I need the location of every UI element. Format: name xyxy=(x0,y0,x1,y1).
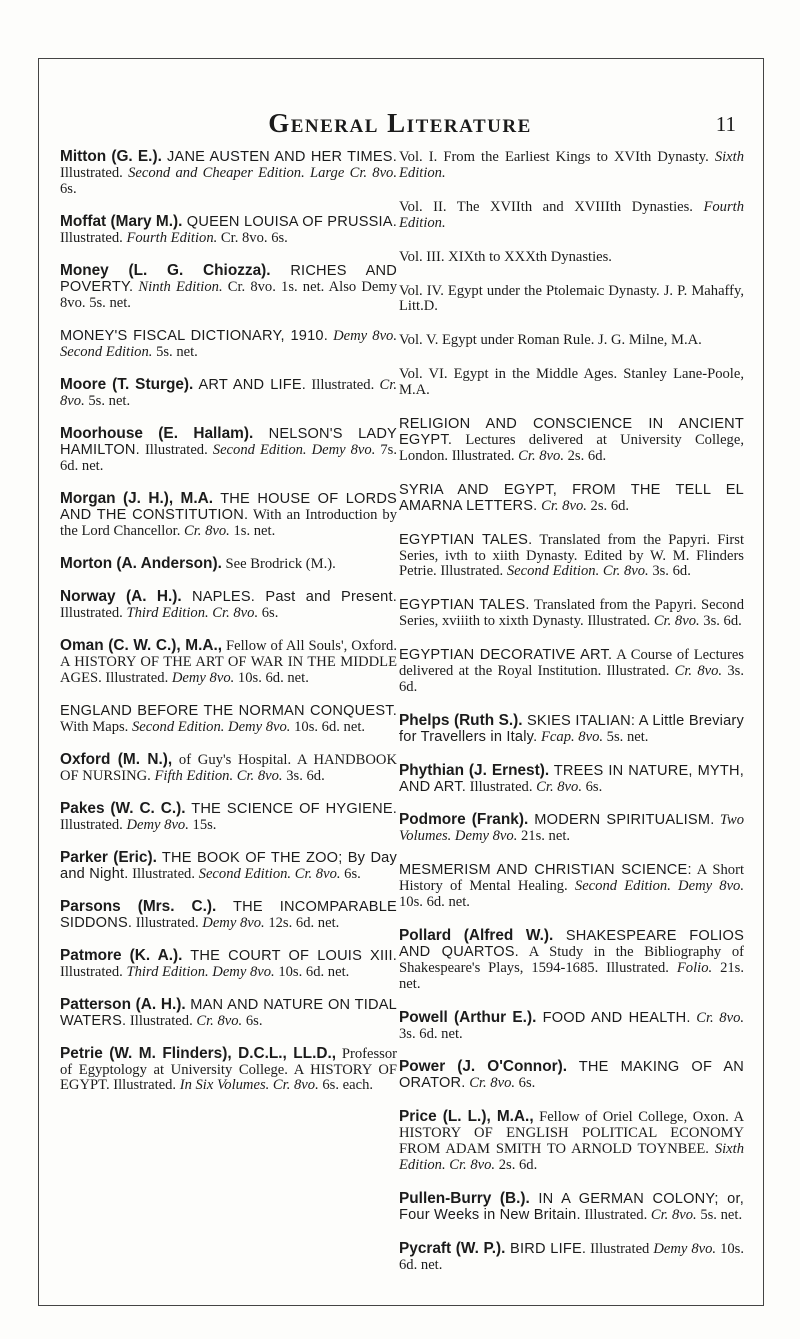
page-number: 11 xyxy=(715,112,736,136)
entry-price: 1s. net. xyxy=(229,522,276,539)
entry-edition: Third Edition. Cr. 8vo. xyxy=(126,604,259,621)
entry-title: MAN AND NATURE ON TIDAL WATERS. xyxy=(60,996,397,1029)
entry-edition: Second Edition. Cr. 8vo. xyxy=(198,865,341,882)
entry-author: Morgan (J. H.), M.A. xyxy=(60,489,214,507)
entry-edition: Second and Cheaper Edition. Large Cr. 8vo. xyxy=(128,164,397,181)
entry-price: 3s. 6d. net. xyxy=(399,1025,463,1042)
entry-author: Parker (Eric). xyxy=(60,848,157,866)
entry-title: NELSON'S LADY HAMILTON. xyxy=(60,425,397,458)
catalogue-entry xyxy=(60,850,397,883)
entry-text: Professor of Egyptology at University College. A HISTORY OF EGYPT. Illustrated. xyxy=(60,1045,397,1094)
entry-price: 6s. each. xyxy=(318,1077,374,1094)
entry-edition: Sixth Edition. Cr. 8vo. xyxy=(399,1141,744,1173)
catalogue-entry xyxy=(60,263,397,312)
entry-price: Cr. 8vo. 6s. xyxy=(217,229,288,246)
catalogue-entry xyxy=(60,703,397,736)
catalogue-entry xyxy=(60,556,397,573)
catalogue-entry xyxy=(60,377,397,410)
entry-title: RICHES AND POVERTY. xyxy=(60,262,397,295)
entry-price: 12s. 6d. net. xyxy=(264,914,340,931)
catalogue-entry xyxy=(399,1241,744,1274)
entry-text: Lectures delivered at University College, London. Illustrated. xyxy=(399,431,744,464)
entry-price: 6s. xyxy=(515,1075,536,1092)
entry-edition: Demy 8vo. Second Edition. xyxy=(60,327,397,360)
entry-edition: Second Edition. Demy 8vo. xyxy=(574,878,744,895)
entry-author: Podmore (Frank). xyxy=(399,811,529,829)
entry-author: Pollard (Alfred W.). xyxy=(399,927,554,944)
entry-title: MESMERISM AND CHRISTIAN SCIENCE: xyxy=(399,862,692,879)
entry-edition: Two Volumes. Demy 8vo. xyxy=(399,812,744,845)
entry-text: Illustrated. xyxy=(60,164,129,181)
entry-price: 10s. 6d. net. xyxy=(399,894,470,911)
entry-edition: Second Edition. Cr. 8vo. xyxy=(506,563,649,580)
catalogue-entry xyxy=(399,416,744,465)
entry-author: Pakes (W. C. C.). xyxy=(60,799,186,817)
entry-price: 5s. net. xyxy=(84,392,131,409)
entry-price: 2s. 6d. xyxy=(586,497,630,514)
entry-text: Illustrated. xyxy=(60,229,127,246)
entry-price: 6s. xyxy=(340,865,361,882)
catalogue-entry xyxy=(399,713,744,746)
entry-author: Oxford (M. N.), xyxy=(60,750,173,768)
entry-text: Illustrated. xyxy=(306,376,380,393)
entry-edition: Ninth Edition. xyxy=(138,278,223,295)
entry-edition: Demy 8vo. xyxy=(171,669,235,686)
entry-edition: Cr. 8vo. xyxy=(653,613,700,630)
entry-author: Phythian (J. Ernest). xyxy=(399,761,550,779)
entry-text: Vol. IV. Egypt under the Ptolemaic Dynasty. J. P. Mahaffy, Litt.D. xyxy=(399,282,744,315)
entry-author: Petrie (W. M. Flinders), D.C.L., LL.D., xyxy=(60,1044,337,1062)
entry-text: Illustrated. xyxy=(60,816,127,833)
entry-edition: Demy 8vo. xyxy=(653,1240,717,1257)
entry-price: 7s. 6d. net. xyxy=(60,441,397,474)
entry-price: 10s. 6d. net. xyxy=(234,669,309,686)
entry-title: ENGLAND BEFORE THE NORMAN CONQUEST. xyxy=(60,702,397,719)
entry-author: Moffat (Mary M.). xyxy=(60,212,183,230)
entry-title: EGYPTIAN DECORATIVE ART. xyxy=(399,647,613,664)
entry-price: 15s. xyxy=(188,816,217,833)
entry-price: 10s. 6d. net. xyxy=(274,963,350,980)
catalogue-entry xyxy=(60,149,397,198)
entry-edition: Third Edition. Demy 8vo. xyxy=(126,963,275,980)
entry-price: 3s. 6d. xyxy=(699,613,742,630)
catalogue-entry xyxy=(60,589,397,622)
entry-edition: Folio. xyxy=(676,959,713,976)
entry-author: Parsons (Mrs. C.). xyxy=(60,897,217,915)
catalogue-entry xyxy=(399,597,744,630)
entry-edition: Second Edition. Demy 8vo. xyxy=(131,718,291,735)
entry-price: 21s. net. xyxy=(517,828,571,845)
catalogue-entry xyxy=(399,763,744,796)
entry-text: Translated from the Papyri. First Series, ivth to xiith Dynasty. Edited by W. M. Flinders Petrie. Illustrated. xyxy=(399,531,744,580)
catalogue-entry xyxy=(399,482,744,515)
entry-title: JANE AUSTEN AND HER TIMES. xyxy=(161,149,397,165)
entry-text: A Course of Lectures delivered at the Royal Institution. Illustrated. xyxy=(399,647,744,680)
catalogue-entry xyxy=(60,899,397,932)
entry-text: Illustrated. xyxy=(128,865,199,882)
entry-edition: Fcap. 8vo. xyxy=(541,728,604,745)
entry-text: Vol. III. XIXth to XXXth Dynasties. xyxy=(399,248,612,265)
entry-author: Oman (C. W. C.), M.A., xyxy=(60,636,223,654)
catalogue-entry xyxy=(399,283,744,316)
entry-price: 5s. net. xyxy=(696,1206,743,1223)
entry-edition: Cr. 8vo. xyxy=(650,1206,697,1223)
entry-title: EGYPTIAN TALES. xyxy=(399,597,530,614)
entry-price: 2s. 6d. xyxy=(495,1156,538,1173)
entry-text: Illustrated. xyxy=(466,778,537,795)
entry-title: ART AND LIFE. xyxy=(193,376,307,393)
entry-author: Morton (A. Anderson). xyxy=(60,554,222,572)
entry-edition: Cr. 8vo. xyxy=(184,522,230,539)
entry-author: Pycraft (W. P.). xyxy=(399,1239,506,1257)
entry-text: A Study in the Bibliography of Shakespeare's Plays, 1594-1685. Illustrated. xyxy=(399,943,744,976)
entry-edition: Cr. 8vo. xyxy=(674,663,723,680)
entry-price: 3s. 6d. xyxy=(399,663,744,695)
catalogue-entry xyxy=(60,997,397,1030)
entry-text: Vol. VI. Egypt in the Middle Ages. Stanley Lane-Poole, M.A. xyxy=(399,366,744,399)
catalogue-entry xyxy=(399,862,744,911)
entry-text: of Guy's Hospital. A HANDBOOK OF NURSING. xyxy=(60,751,397,784)
running-head: General Literature xyxy=(268,108,532,138)
catalogue-entry xyxy=(399,1109,744,1174)
entry-edition: Cr. 8vo. xyxy=(536,778,582,795)
left-column xyxy=(60,149,397,1111)
entry-author: Patmore (K. A.). xyxy=(60,946,183,964)
entry-title: THE MAKING OF AN ORATOR. xyxy=(399,1059,744,1092)
entry-title: EGYPTIAN TALES. xyxy=(399,531,533,548)
entry-author: Norway (A. H.). xyxy=(60,587,182,605)
entry-author: Moorhouse (E. Hallam). xyxy=(60,424,254,442)
entry-price: 21s. net. xyxy=(399,959,744,992)
entry-text: With Maps. xyxy=(60,718,132,735)
entry-price: 3s. 6d. xyxy=(648,563,691,580)
catalogue-entry xyxy=(60,752,397,785)
entry-edition: Cr. 8vo. xyxy=(60,376,397,409)
entry-edition: Cr. 8vo. xyxy=(469,1075,516,1092)
catalogue-entry xyxy=(399,928,744,993)
entry-author: Moore (T. Sturge). xyxy=(60,375,194,393)
entry-price: 3s. 6d. xyxy=(282,767,325,784)
entry-title: THE INCOMPARABLE SIDDONS. xyxy=(60,898,397,931)
entry-text: Fellow of Oriel College, Oxon. A HISTORY OF ENGLISH POLITICAL ECONOMY FROM ADAM SMITH TO ARNOLD TOYNBEE. xyxy=(399,1109,744,1158)
entry-edition: Sixth Edition. xyxy=(399,149,744,181)
catalogue-entry xyxy=(399,812,744,845)
catalogue-entry xyxy=(60,214,397,247)
catalogue-entry xyxy=(60,328,397,361)
entry-title: THE HOUSE OF LORDS AND THE CONSTITUTION. xyxy=(60,490,397,523)
entry-text: With an Introduction by the Lord Chancellor. xyxy=(60,506,397,539)
catalogue-entry xyxy=(60,638,397,687)
entry-author: Mitton (G. E.). xyxy=(60,148,162,165)
right-column xyxy=(399,149,744,1291)
entry-text: A Short History of Mental Healing. xyxy=(399,862,744,895)
entry-title: IN A GERMAN COLONY; or, Four Weeks in New Britain. xyxy=(399,1190,744,1223)
entry-title: RELIGION AND CONSCIENCE IN ANCIENT EGYPT. xyxy=(399,416,744,448)
page-header xyxy=(60,108,740,142)
catalogue-entry xyxy=(399,249,744,266)
entry-edition: Fifth Edition. Cr. 8vo. xyxy=(154,767,283,784)
entry-text: Illustrated. xyxy=(60,604,127,621)
entry-price: 6s. xyxy=(242,1012,263,1029)
entry-title: SHAKESPEARE FOLIOS AND QUARTOS. xyxy=(399,928,744,960)
entry-price: 6s. xyxy=(60,180,77,197)
entry-text: Vol. I. From the Earliest Kings to XVIth Dynasty. xyxy=(399,149,715,165)
catalogue-entry xyxy=(60,1046,397,1095)
entry-author: Phelps (Ruth S.). xyxy=(399,711,523,729)
entry-edition: Cr. 8vo. xyxy=(196,1012,243,1029)
entry-edition: Demy 8vo. xyxy=(126,816,189,833)
entry-author: Powell (Arthur E.). xyxy=(399,1008,537,1026)
catalogue-entry xyxy=(399,149,744,182)
entry-edition: In Six Volumes. Cr. 8vo. xyxy=(179,1077,319,1094)
entry-author: Price (L. L.), M.A., xyxy=(399,1108,534,1126)
entry-title: MONEY'S FISCAL DICTIONARY, 1910. xyxy=(60,327,328,344)
entry-text: Illustrated. xyxy=(132,914,203,931)
entry-edition: Second Edition. Demy 8vo. xyxy=(212,441,376,458)
entry-title: SKIES ITALIAN: A Little Breviary for Travellers in Italy. xyxy=(399,712,744,745)
catalogue-entry xyxy=(399,1191,744,1224)
entry-text: Fellow of All Souls', Oxford. A HISTORY OF THE ART OF WAR IN THE MIDDLE AGES. Illustrated. xyxy=(60,637,397,686)
entry-text: Illustrated. xyxy=(126,1012,197,1029)
catalogue-entry xyxy=(60,801,397,834)
entry-edition: Cr. 8vo. xyxy=(696,1009,745,1026)
entry-text: Translated from the Papyri. Second Series, xviiith to xixth Dynasty. Illustrated. xyxy=(399,597,744,630)
entry-text: Vol. II. The XVIIth and XVIIIth Dynasties. xyxy=(399,198,704,215)
entry-text: See Brodrick (M.). xyxy=(221,555,336,572)
entry-title: SYRIA AND EGYPT, FROM THE TELL EL AMARNA LETTERS. xyxy=(399,481,744,514)
entry-edition: Cr. 8vo. xyxy=(518,447,564,464)
entry-author: Money (L. G. Chiozza). xyxy=(60,261,271,279)
entry-price: 6s. xyxy=(581,778,603,795)
catalogue-entry xyxy=(399,1059,744,1092)
entry-title: THE COURT OF LOUIS XIII. xyxy=(182,947,397,964)
entry-author: Power (J. O'Connor). xyxy=(399,1058,568,1076)
entry-author: Patterson (A. H.). xyxy=(60,995,186,1013)
entry-price: 10s. 6d. net. xyxy=(290,718,366,735)
entry-price: 5s. net. xyxy=(152,343,198,360)
entry-text: Illustrated. xyxy=(139,441,213,458)
entry-title: THE BOOK OF THE ZOO; By Day and Night. xyxy=(60,849,397,882)
catalogue-entry xyxy=(399,1010,744,1043)
entry-price: 2s. 6d. xyxy=(563,447,607,464)
entry-author: Pullen-Burry (B.). xyxy=(399,1189,530,1207)
entry-title: TREES IN NATURE, MYTH, AND ART. xyxy=(399,762,744,795)
catalogue-entry xyxy=(399,332,744,349)
entry-edition: Fourth Edition. xyxy=(126,229,218,246)
entry-text: Illustrated xyxy=(586,1240,654,1257)
entry-edition: Demy 8vo. xyxy=(202,914,265,931)
entry-text: Illustrated. xyxy=(60,963,127,980)
entry-price: 10s. 6d. net. xyxy=(399,1240,744,1273)
entry-title: FOOD AND HEALTH. xyxy=(536,1009,691,1026)
entry-title: BIRD LIFE. xyxy=(505,1240,587,1257)
entry-text: Illustrated. xyxy=(580,1206,651,1223)
catalogue-entry xyxy=(399,366,744,399)
entry-price: Cr. 8vo. 1s. net. Also Demy 8vo. 5s. net. xyxy=(60,278,397,311)
catalogue-entry xyxy=(399,532,744,581)
entry-price: 6s. xyxy=(258,604,279,621)
entry-title: MODERN SPIRITUALISM. xyxy=(528,812,715,829)
entry-title: THE SCIENCE OF HYGIENE. xyxy=(185,800,398,817)
entry-price: 5s. net. xyxy=(603,728,649,745)
entry-edition: Fourth Edition. xyxy=(399,198,744,231)
catalogue-entry xyxy=(60,426,397,475)
entry-edition: Cr. 8vo. xyxy=(541,497,587,514)
entry-title: NAPLES. Past and Present. xyxy=(181,588,397,605)
catalogue-entry xyxy=(399,199,744,232)
entry-title: QUEEN LOUISA OF PRUSSIA. xyxy=(182,213,397,230)
entry-text: Vol. V. Egypt under Roman Rule. J. G. Milne, M.A. xyxy=(399,332,702,349)
catalogue-entry xyxy=(60,491,397,540)
catalogue-entry xyxy=(399,647,744,696)
catalogue-entry xyxy=(60,948,397,981)
